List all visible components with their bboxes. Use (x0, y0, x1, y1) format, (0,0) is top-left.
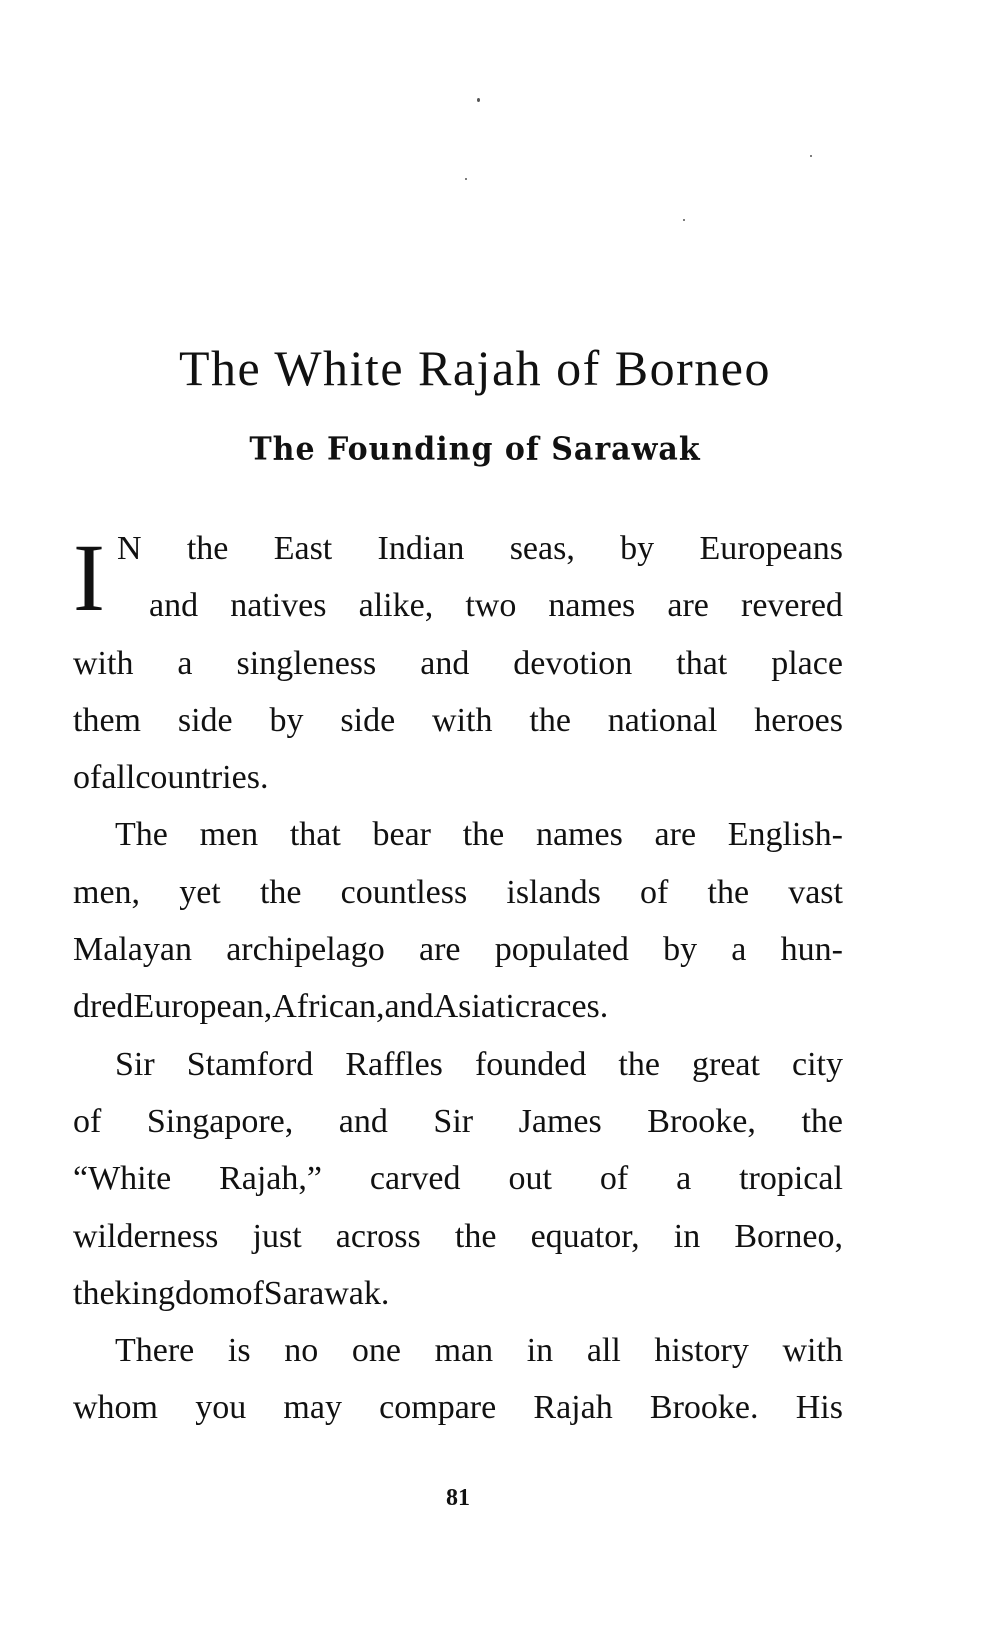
word: Malayan (73, 931, 192, 969)
word: Singapore, (146, 1102, 294, 1140)
print-speck (465, 178, 467, 180)
word: heroes (754, 701, 843, 739)
text-line (73, 864, 843, 921)
text-line (73, 1379, 843, 1436)
word: wilderness (73, 1217, 219, 1255)
word: kingdom (114, 1274, 236, 1312)
word: are (419, 931, 461, 969)
word: in (673, 1217, 701, 1255)
word: races. (529, 988, 609, 1026)
word: compare (379, 1389, 497, 1427)
word: revered (741, 587, 843, 625)
word: of (599, 1160, 629, 1198)
word: the (186, 530, 229, 567)
paragraph (73, 1322, 843, 1437)
word: African, (272, 988, 385, 1026)
word: of (640, 873, 669, 911)
word: James (518, 1102, 602, 1140)
word: you (195, 1389, 247, 1427)
print-speck (810, 155, 812, 157)
word: all (101, 759, 136, 797)
word: place (771, 644, 843, 682)
word: the (707, 873, 750, 911)
word: great (692, 1045, 760, 1083)
word: founded (474, 1045, 587, 1083)
word: a (676, 1160, 692, 1198)
word: one (351, 1332, 401, 1370)
word: with (782, 1332, 843, 1370)
text-line (73, 921, 843, 978)
body-text (73, 520, 843, 1437)
word: men (199, 816, 259, 854)
word: natives (230, 587, 327, 625)
word: “White (73, 1160, 172, 1198)
word: man (434, 1332, 494, 1370)
word: names (548, 587, 636, 625)
word: history (654, 1332, 749, 1370)
word: East (273, 530, 333, 567)
text-line (73, 1036, 843, 1093)
word: carved (369, 1160, 461, 1198)
word: Brooke. (649, 1389, 759, 1427)
word: and (384, 988, 434, 1026)
word: are (654, 816, 697, 854)
text-line (73, 749, 843, 806)
word: by (269, 701, 304, 739)
word: the (73, 1274, 115, 1312)
word: His (795, 1389, 843, 1427)
word: city (792, 1045, 843, 1083)
word: Sarawak. (263, 1274, 390, 1312)
text-line (73, 1150, 843, 1207)
text-line (73, 692, 843, 749)
word: of (235, 1274, 264, 1312)
word: Raffles (345, 1045, 443, 1083)
word: Asiatic (433, 988, 530, 1026)
word: side (340, 701, 396, 739)
word: Borneo, (734, 1217, 843, 1255)
word: populated (494, 931, 629, 969)
word: all (586, 1332, 621, 1370)
word: N (117, 530, 142, 567)
word: national (607, 701, 718, 739)
text-line (73, 1265, 843, 1322)
paragraph (73, 1036, 843, 1322)
text-line (73, 978, 843, 1035)
word: the (454, 1217, 497, 1255)
word: names (535, 816, 623, 854)
word: are (667, 587, 709, 625)
text-line (73, 806, 843, 863)
text-line (73, 1322, 843, 1379)
word: may (283, 1389, 342, 1427)
word: yet (179, 873, 221, 911)
word: seas, (509, 530, 575, 567)
word: and (149, 587, 199, 625)
word: Europeans (699, 530, 843, 567)
word: of (73, 759, 102, 797)
word: across (335, 1217, 421, 1255)
text-line (73, 1208, 843, 1265)
word: Stamford (186, 1045, 314, 1083)
drop-cap: I (73, 524, 105, 631)
word: tropical (739, 1160, 843, 1198)
word: two (465, 587, 517, 625)
word: the (529, 701, 571, 739)
paragraph (73, 806, 843, 1035)
word: Sir (433, 1102, 474, 1140)
text-line (73, 577, 843, 634)
word: in (526, 1332, 554, 1370)
word: Rajah,” (219, 1160, 322, 1198)
word: Brooke, (647, 1102, 756, 1140)
chapter-subtitle: The Founding of Sarawak (249, 431, 701, 468)
word: out (508, 1160, 552, 1198)
print-speck (477, 98, 480, 102)
word: There (115, 1332, 195, 1370)
word: equator, (530, 1217, 640, 1255)
word: and (338, 1102, 388, 1140)
word: just (252, 1217, 302, 1255)
word: European, (133, 988, 273, 1026)
word: countless (340, 873, 468, 911)
word: a (177, 644, 193, 682)
word: them (73, 701, 141, 739)
word: a (731, 931, 747, 969)
word: The (115, 816, 168, 854)
word: the (618, 1045, 660, 1083)
word: islands (506, 873, 601, 911)
word: alike, (358, 587, 434, 625)
word: side (177, 701, 233, 739)
word: by (663, 931, 698, 969)
word: with (73, 644, 134, 682)
word: vast (788, 873, 843, 911)
text-line (73, 635, 843, 692)
print-speck (683, 219, 685, 221)
word: the (259, 873, 302, 911)
word: and (420, 644, 470, 682)
chapter-title: The White Rajah of Borneo (179, 340, 771, 396)
word: Sir (115, 1045, 155, 1083)
word: Indian (377, 530, 465, 567)
word: Rajah (533, 1389, 613, 1427)
word: that (289, 816, 341, 854)
word: dred (73, 988, 134, 1026)
word: devotion (513, 644, 633, 682)
word: by (620, 530, 655, 567)
word: men, (73, 873, 141, 911)
page-number: 81 (446, 1485, 470, 1511)
word: singleness (236, 644, 377, 682)
word: with (432, 701, 493, 739)
text-line (73, 1093, 843, 1150)
word: that (676, 644, 728, 682)
word: the (462, 816, 505, 854)
word: no (284, 1332, 319, 1370)
word: whom (73, 1389, 158, 1427)
word: bear (372, 816, 432, 854)
word: of (73, 1102, 102, 1140)
paragraph (73, 520, 843, 806)
word: English- (727, 816, 843, 854)
word: is (227, 1332, 251, 1370)
word: the (801, 1102, 843, 1140)
word: countries. (135, 759, 269, 797)
word: archipelago (226, 931, 385, 969)
word: hun- (780, 931, 843, 969)
